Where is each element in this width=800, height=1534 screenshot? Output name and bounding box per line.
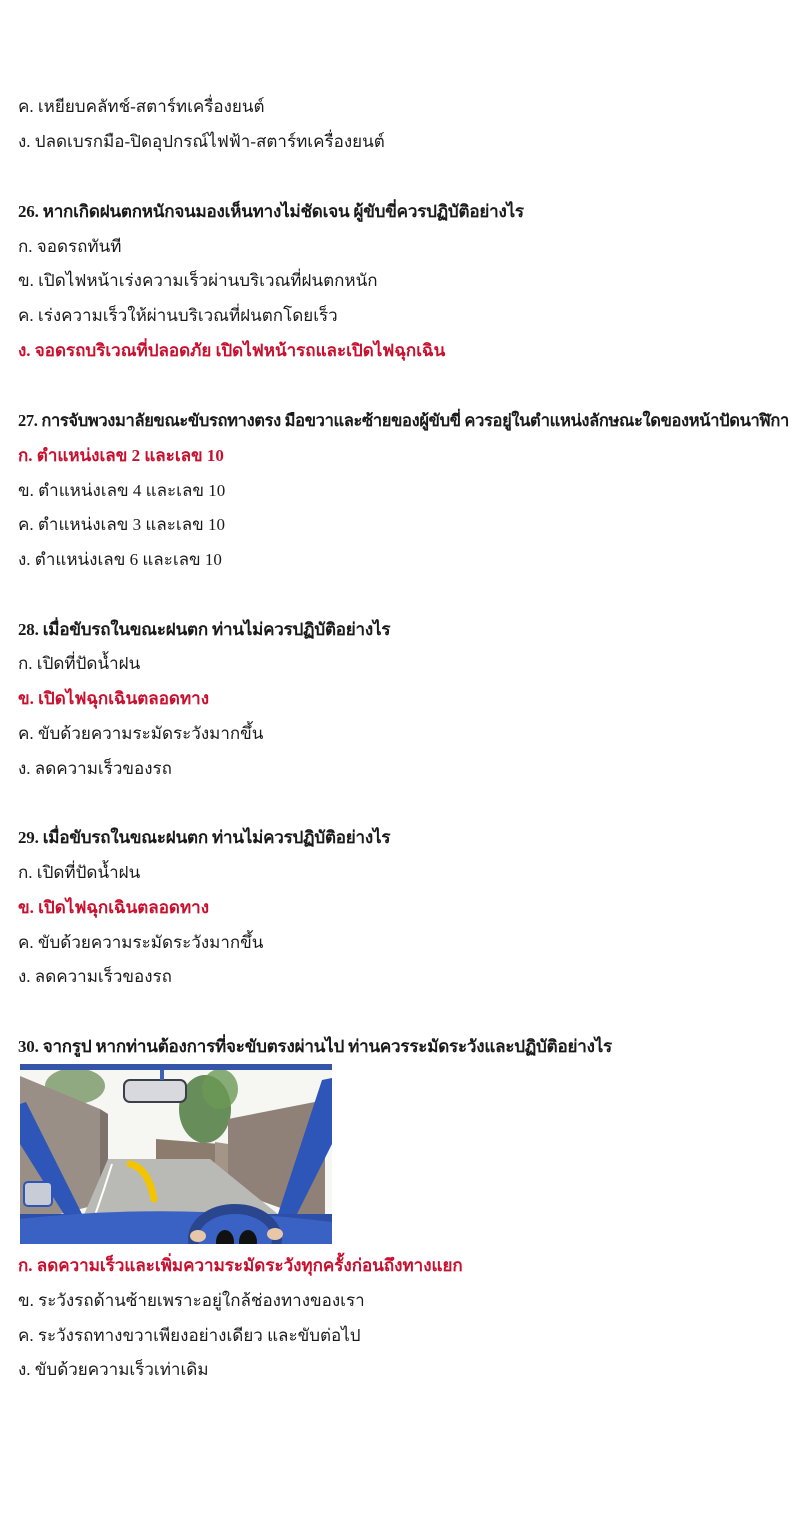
q28-option-a: ก. เปิดที่ปัดน้ำฝน — [18, 654, 141, 673]
q27-option-d: ง. ตำแหน่งเลข 6 และเลข 10 — [18, 550, 222, 569]
option-d-prev: ง. ปลดเบรกมือ-ปิดอุปกรณ์ไฟฟ้า-สตาร์ทเครื่องยนต์ — [18, 132, 385, 151]
q26-option-d-correct: ง. จอดรถบริเวณที่ปลอดภัย เปิดไฟหน้ารถและเปิดไฟฉุกเฉิน — [18, 341, 446, 360]
q30-option-d: ง. ขับด้วยความเร็วเท่าเดิม — [18, 1360, 209, 1379]
question-30-title: 30. จากรูป หากท่านต้องการที่จะขับตรงผ่านไป ท่านควรระมัดระวังและปฏิบัติอย่างไร — [18, 1037, 612, 1056]
q27-option-a-correct: ก. ตำแหน่งเลข 2 และเลข 10 — [18, 446, 224, 465]
question-27-title: 27. การจับพวงมาลัยขณะขับรถทางตรง มือขวาและซ้ายของผู้ขับขี่ ควรอยู่ในตำแหน่งลักษณะใดของหน้าปัดนาฬิกา — [18, 411, 789, 430]
q30-option-b: ข. ระวังรถด้านซ้ายเพราะอยู่ใกล้ช่องทางของเรา — [18, 1291, 365, 1310]
question-29-title: 29. เมื่อขับรถในขณะฝนตก ท่านไม่ควรปฏิบัติอย่างไร — [18, 828, 391, 847]
q30-option-c: ค. ระวังรถทางขวาเพียงอย่างเดียว และขับต่อไป — [18, 1326, 361, 1345]
q27-option-b: ข. ตำแหน่งเลข 4 และเลข 10 — [18, 481, 226, 500]
q29-option-d: ง. ลดความเร็วของรถ — [18, 967, 172, 986]
q27-option-c: ค. ตำแหน่งเลข 3 และเลข 10 — [18, 515, 225, 534]
q29-option-a: ก. เปิดที่ปัดน้ำฝน — [18, 863, 141, 882]
driver-view-illustration — [20, 1064, 332, 1244]
q26-option-c: ค. เร่งความเร็วให้ผ่านบริเวณที่ฝนตกโดยเร็ว — [18, 306, 338, 325]
q28-option-c: ค. ขับด้วยความระมัดระวังมากขึ้น — [18, 724, 264, 743]
q29-option-b-correct: ข. เปิดไฟฉุกเฉินตลอดทาง — [18, 898, 209, 917]
question-28-title: 28. เมื่อขับรถในขณะฝนตก ท่านไม่ควรปฏิบัติอย่างไร — [18, 620, 391, 639]
question-26-title: 26. หากเกิดฝนตกหนักจนมองเห็นทางไม่ชัดเจน ผู้ขับขี่ควรปฏิบัติอย่างไร — [18, 202, 524, 221]
question-30-figure — [20, 1064, 332, 1244]
q30-option-a-correct: ก. ลดความเร็วและเพิ่มความระมัดระวังทุกครั้งก่อนถึงทางแยก — [18, 1256, 463, 1275]
q28-option-d: ง. ลดความเร็วของรถ — [18, 759, 172, 778]
q29-option-c: ค. ขับด้วยความระมัดระวังมากขึ้น — [18, 933, 264, 952]
option-c-prev: ค. เหยียบคลัทช์-สตาร์ทเครื่องยนต์ — [18, 97, 265, 116]
q28-option-b-correct: ข. เปิดไฟฉุกเฉินตลอดทาง — [18, 689, 209, 708]
q26-option-b: ข. เปิดไฟหน้าเร่งความเร็วผ่านบริเวณที่ฝนตกหนัก — [18, 271, 378, 290]
q26-option-a: ก. จอดรถทันที — [18, 237, 122, 256]
